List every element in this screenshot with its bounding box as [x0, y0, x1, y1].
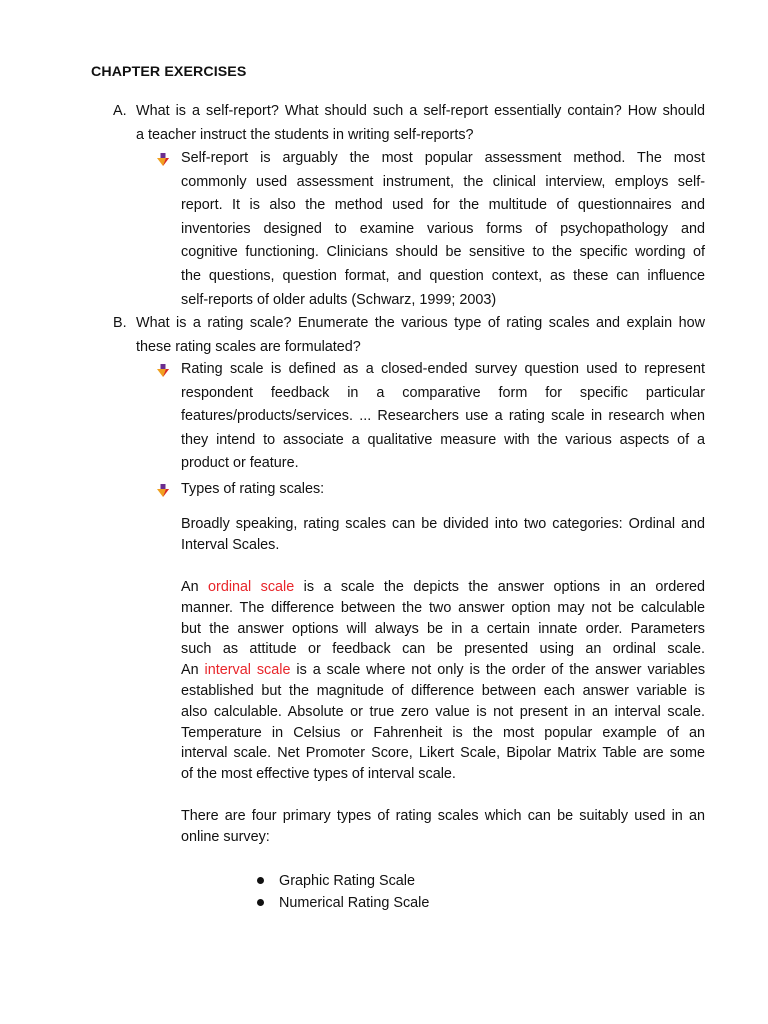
paragraph-line: established but the magnitude of difference between each answer variable is: [181, 682, 705, 699]
question-b: [136, 312, 705, 359]
answer-a-line: inventories designed to examine various forms of psychopathology and: [181, 220, 705, 237]
answer-b-line: they intend to associate a qualitative measure with the various aspects of a: [181, 431, 705, 448]
paragraph-line: Interval Scales.: [181, 536, 280, 553]
answer-a-line: Self-report is arguably the most popular assessment method. The most: [181, 150, 705, 166]
answer-b-line: respondent feedback in a comparative form for specific particular: [181, 384, 705, 401]
paragraph-line: [181, 660, 705, 681]
question-b-line: these rating scales are formulated?: [136, 338, 361, 355]
paragraph-line: Temperature in Celsius or Fahrenheit is the most popular example of an: [181, 724, 705, 741]
bullet-dot-icon: [257, 877, 264, 884]
question-b-marker: B.: [113, 315, 127, 331]
scale-definitions-paragraph: [181, 577, 705, 785]
answer-a-line: commonly used assessment instrument, the clinical interview, employs self-: [181, 173, 705, 190]
four-types-paragraph: [181, 806, 705, 848]
answer-a: [181, 147, 705, 312]
question-a-marker: A.: [113, 103, 127, 119]
bullet-dot-icon: [257, 899, 264, 906]
paragraph-line: online survey:: [181, 828, 270, 845]
bullet-arrow-icon: [157, 153, 169, 166]
list-item-graphic-rating-scale: Graphic Rating Scale: [279, 873, 415, 889]
ordinal-scale-term: ordinal scale: [208, 579, 295, 595]
answer-a-line: the questions, question format, and question context, as these can influence: [181, 267, 705, 284]
question-a-line: a teacher instruct the students in writing self-reports?: [136, 126, 474, 143]
bullet-arrow-icon: [157, 484, 169, 497]
answer-b: [181, 358, 705, 476]
answer-a-line: self-reports of older adults (Schwarz, 1999; 2003): [181, 291, 497, 308]
answer-a-line: cognitive functioning. Clinicians should be sensitive to the specific wording of: [181, 244, 705, 261]
paragraph-text: is a scale the depicts the answer options in an ordered: [303, 579, 706, 595]
answer-b-line: features/products/services. ... Researchers use a rating scale in research when: [181, 408, 705, 425]
paragraph-text: An: [181, 579, 199, 595]
paragraph-line: such as attitude or feedback can be presented using an ordinal scale.: [181, 641, 705, 658]
paragraph-line: manner. The difference between the two answer option may not be calculable: [181, 599, 705, 616]
paragraph-line: also calculable. Absolute or true zero value is not present in an interval scale.: [181, 703, 705, 720]
types-heading-text: Types of rating scales:: [181, 481, 325, 497]
interval-scale-term: interval scale: [204, 662, 291, 679]
paragraph-text: An: [181, 662, 199, 679]
list-item-numerical-rating-scale: Numerical Rating Scale: [279, 895, 430, 911]
paragraph-line: but the answer options will always be in a certain innate order. Parameters: [181, 620, 705, 637]
paragraph-line: interval scale. Net Promoter Score, Likert Scale, Bipolar Matrix Table are some: [181, 745, 705, 762]
answer-b-line: Rating scale is defined as a closed-ended survey question used to represent: [181, 361, 705, 377]
paragraph-text: is a scale where not only is the order of the answer variables: [296, 662, 706, 679]
answer-b-line: product or feature.: [181, 455, 299, 472]
paragraph-line: of the most effective types of interval scale.: [181, 766, 456, 783]
types-heading: [181, 478, 705, 502]
question-a-line: What is a self-report? What should such a self-report essentially contain? How should: [136, 103, 705, 119]
paragraph-line: There are four primary types of rating scales which can be suitably used in an: [181, 808, 705, 824]
paragraph-line: [181, 577, 705, 598]
question-b-line: What is a rating scale? Enumerate the various type of rating scales and explain how: [136, 315, 705, 331]
answer-a-line: report. It is also the method used for the multitude of questionnaires and: [181, 197, 705, 214]
chapter-heading: CHAPTER EXERCISES: [91, 64, 247, 80]
paragraph-line: Broadly speaking, rating scales can be divided into two categories: Ordinal and: [181, 516, 705, 532]
rating-intro-paragraph: [181, 514, 705, 556]
bullet-arrow-icon: [157, 364, 169, 377]
question-a: [136, 100, 705, 147]
